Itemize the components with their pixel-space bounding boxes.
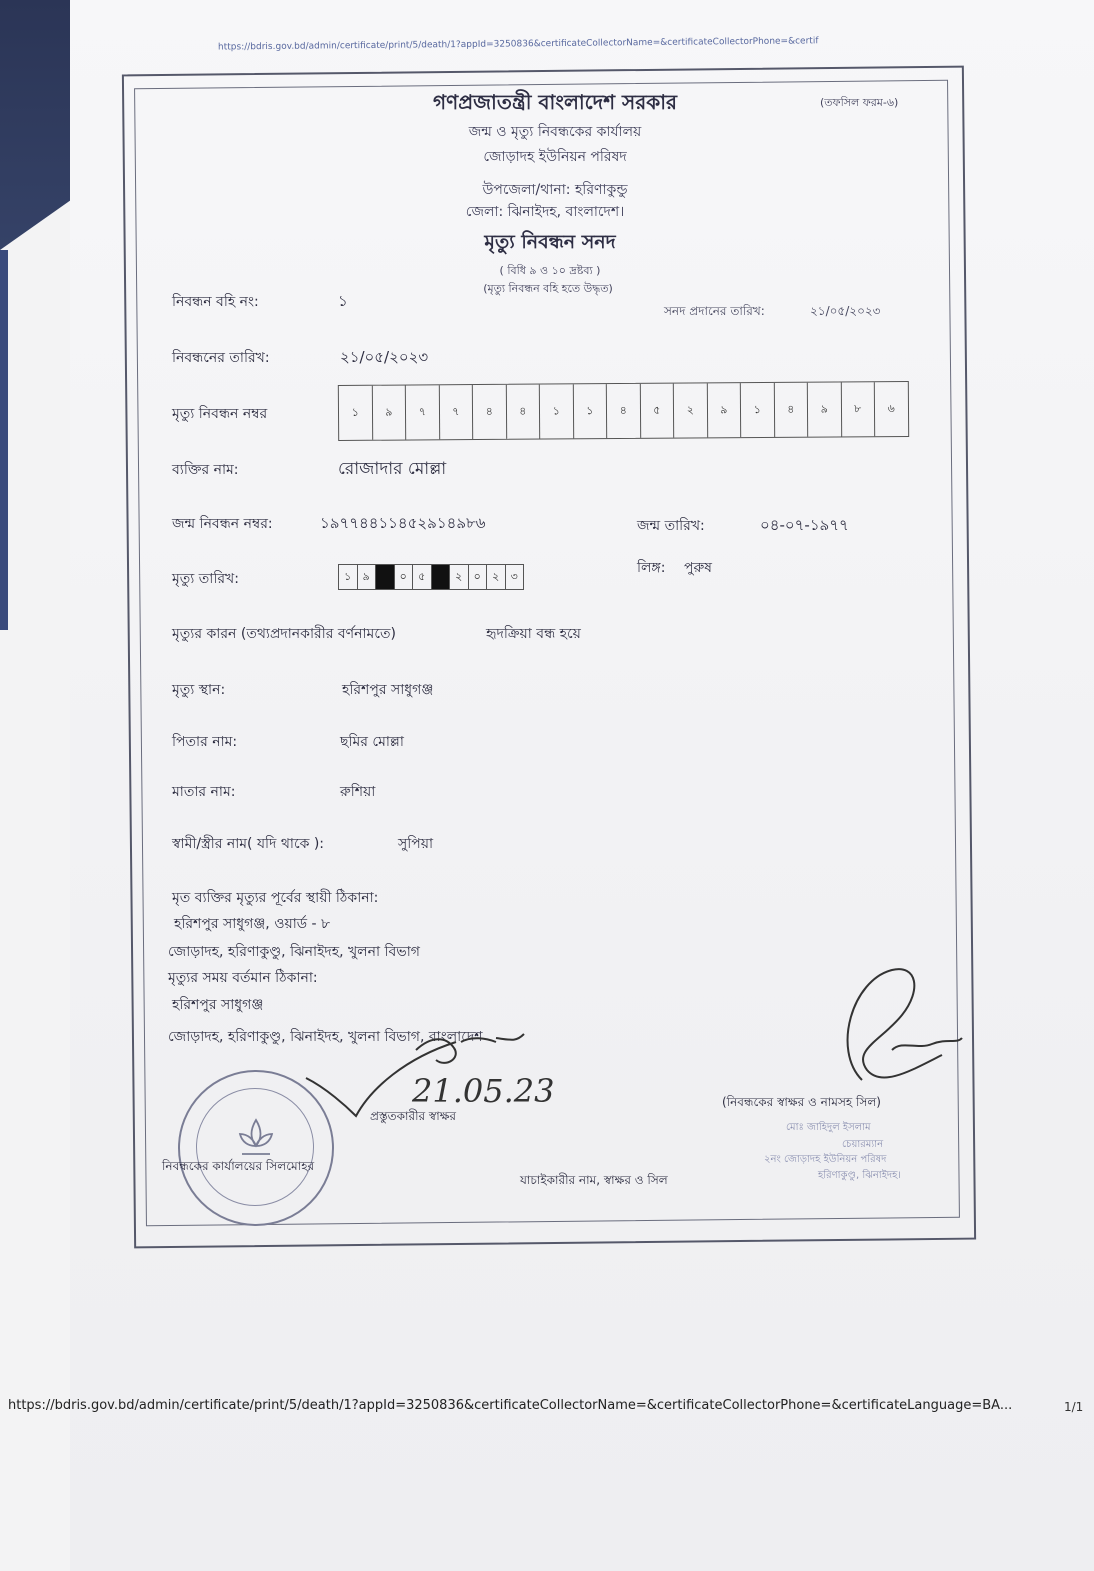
preparer-signature-label: প্রস্তুতকারীর স্বাক্ষর — [370, 1109, 457, 1123]
registrar-signature — [822, 960, 972, 1090]
reg-digit: ৪ — [774, 383, 808, 437]
death-registration-number-label: মৃত্যু নিবন্ধন নম্বর — [172, 406, 268, 422]
birth-date-value: ০৪-০৭-১৯৭৭ — [760, 516, 849, 534]
handwritten-date: 21.05.23 — [412, 1072, 555, 1110]
header-office: জন্ম ও মৃত্যু নিবন্ধকের কার্যালয় — [468, 124, 642, 140]
date-separator — [376, 565, 395, 589]
date-digit: ২ — [450, 565, 469, 589]
header-rule-source: (মৃত্যু নিবন্ধন বহি হতে উদ্ধৃত) — [483, 282, 613, 295]
reg-digit: ৯ — [707, 383, 741, 437]
certificate-title: মৃত্যু নিবন্ধন সনদ — [484, 231, 616, 253]
gender-label: লিঙ্গ: — [637, 560, 666, 576]
reg-digit: ৭ — [439, 385, 473, 439]
permanent-address-label: মৃত ব্যক্তির মৃত্যুর পূর্বের স্থায়ী ঠিকানা: — [172, 890, 379, 906]
registrar-place: হরিণাকুণ্ডু, ঝিনাইদহ। — [818, 1170, 901, 1181]
lotus-emblem-icon — [232, 1116, 280, 1164]
printed-url-top: https://bdris.gov.bd/admin/certificate/print/5/death/1?appId=3250836&certificateCollectorName=&certificateCollectorPhone=&certif — [217, 36, 819, 53]
death-place-value: হরিশপুর সাধুগঞ্জ — [342, 682, 434, 698]
office-round-seal — [178, 1070, 334, 1226]
registrar-title: চেয়ারম্যান — [842, 1139, 884, 1150]
reg-digit: ৪ — [473, 385, 507, 439]
death-place-label: মৃত্যু স্থান: — [172, 682, 226, 698]
person-name-label: ব্যক্তির নাম: — [172, 462, 239, 478]
reg-digit: ৭ — [406, 385, 440, 439]
permanent-address-line-1: হরিশপুর সাধুগঞ্জ, ওয়ার্ড - ৮ — [174, 916, 331, 932]
registration-date-label: নিবন্ধনের তারিখ: — [172, 350, 270, 366]
reg-digit: ১ — [339, 386, 373, 440]
registrar-name: মোঃ জাহিদুল ইসলাম — [786, 1122, 871, 1133]
reg-digit: ৫ — [640, 384, 674, 438]
registration-date-value: ২১/০৫/২০২৩ — [340, 348, 429, 366]
issue-date-label: সনদ প্রদানের তারিখ: — [664, 304, 765, 318]
death-cause-value: হৃদক্রিয়া বন্ধ হয়ে — [486, 626, 581, 642]
death-cause-label: মৃত্যুর কারন (তথ্যপ্রদানকারীর বর্ণনামতে) — [172, 626, 396, 642]
registrar-union: ২নং জোড়াদহ ইউনিয়ন পরিষদ — [764, 1154, 887, 1165]
book-number-label: নিবন্ধন বহি নং: — [172, 294, 259, 310]
header-union: জোড়াদহ ইউনিয়ন পরিষদ — [483, 149, 627, 165]
spouse-name-label: স্বামী/স্ত্রীর নাম( যদি থাকে ): — [172, 836, 325, 852]
office-seal-label: নিবন্ধকের কার্যালয়ের সিলমোহর — [162, 1159, 315, 1173]
reg-digit: ৯ — [372, 386, 406, 440]
date-digit: ০ — [395, 565, 414, 589]
death-registration-number-boxes — [338, 381, 909, 441]
issue-date-value: ২১/০৫/২০২৩ — [810, 304, 881, 318]
current-address-label: মৃত্যুর সময় বর্তমান ঠিকানা: — [168, 970, 318, 986]
current-address-line-2: জোড়াদহ, হরিণাকুণ্ডু, ঝিনাইদহ, খুলনা বিভাগ, বাংলাদেশ — [168, 1029, 483, 1045]
death-date-label: মৃত্যু তারিখ: — [172, 571, 239, 587]
death-date-boxes — [338, 564, 524, 590]
reg-digit: ৬ — [887, 401, 895, 415]
mother-name-label: মাতার নাম: — [172, 784, 236, 800]
date-digit: ০ — [469, 565, 488, 589]
birth-date-label: জন্ম তারিখ: — [637, 518, 705, 534]
reg-digit: ৪ — [607, 384, 641, 438]
reg-digit: ১ — [573, 384, 607, 438]
reg-digit: ৪ — [506, 385, 540, 439]
date-digit: ১ — [339, 565, 358, 589]
printed-url-bottom: https://bdris.gov.bd/admin/certificate/print/5/death/1?appId=3250836&certificateCollectorName=&certificateCollectorPhone=&certificateLanguage=BA... — [8, 1398, 1013, 1413]
verifier-label: যাচাইকারীর নাম, স্বাক্ষর ও সিল — [520, 1173, 668, 1187]
date-digit: ৯ — [358, 565, 377, 589]
current-address-line-1: হরিশপুর সাধুগঞ্জ — [172, 997, 264, 1013]
father-name-value: ছমির মোল্লা — [340, 734, 404, 750]
date-digit: ৫ — [413, 565, 432, 589]
permanent-address-line-2: জোড়াদহ, হরিণাকুণ্ডু, ঝিনাইদহ, খুলনা বিভাগ — [168, 944, 420, 960]
header-form-number: (তফসিল ফরম-৬) — [820, 96, 899, 109]
reg-digit: ১ — [741, 383, 775, 437]
reg-digit: ৯ — [808, 382, 842, 436]
date-digit: ৩ — [510, 569, 518, 583]
reg-digit: ১ — [540, 384, 574, 438]
book-number-value: ১ — [338, 292, 348, 310]
header-district: জেলা: ঝিনাইদহ, বাংলাদেশ। — [465, 204, 625, 220]
reg-digit: ৮ — [841, 382, 875, 436]
reg-digit: ২ — [674, 383, 708, 437]
birth-registration-value: ১৯৭৭৪৪১১৪৫২৯১৪৯৮৬ — [320, 514, 486, 532]
header-government: গণপ্রজাতন্ত্রী বাংলাদেশ সরকার — [433, 90, 677, 114]
father-name-label: পিতার নাম: — [172, 734, 238, 750]
background-blue-edge — [0, 250, 8, 630]
header-upazila: উপজেলা/থানা: হরিণাকুন্ডু — [482, 182, 628, 198]
birth-registration-label: জন্ম নিবন্ধন নম্বর: — [172, 516, 273, 532]
date-separator — [432, 565, 451, 589]
mother-name-value: রুশিয়া — [340, 784, 376, 800]
header-rule: ( বিধি ৯ ও ১০ দ্রষ্টব্য ) — [499, 264, 601, 277]
gender-value: পুরুষ — [684, 560, 712, 576]
page-number: 1/1 — [1064, 1400, 1084, 1414]
background-dark-corner — [0, 0, 78, 250]
registrar-signature-label: (নিবন্ধকের স্বাক্ষর ও নামসহ সিল) — [722, 1095, 881, 1109]
date-digit: ২ — [487, 565, 506, 589]
person-name-value: রোজাদার মোল্লা — [338, 459, 447, 479]
spouse-name-value: সুপিয়া — [398, 836, 434, 852]
